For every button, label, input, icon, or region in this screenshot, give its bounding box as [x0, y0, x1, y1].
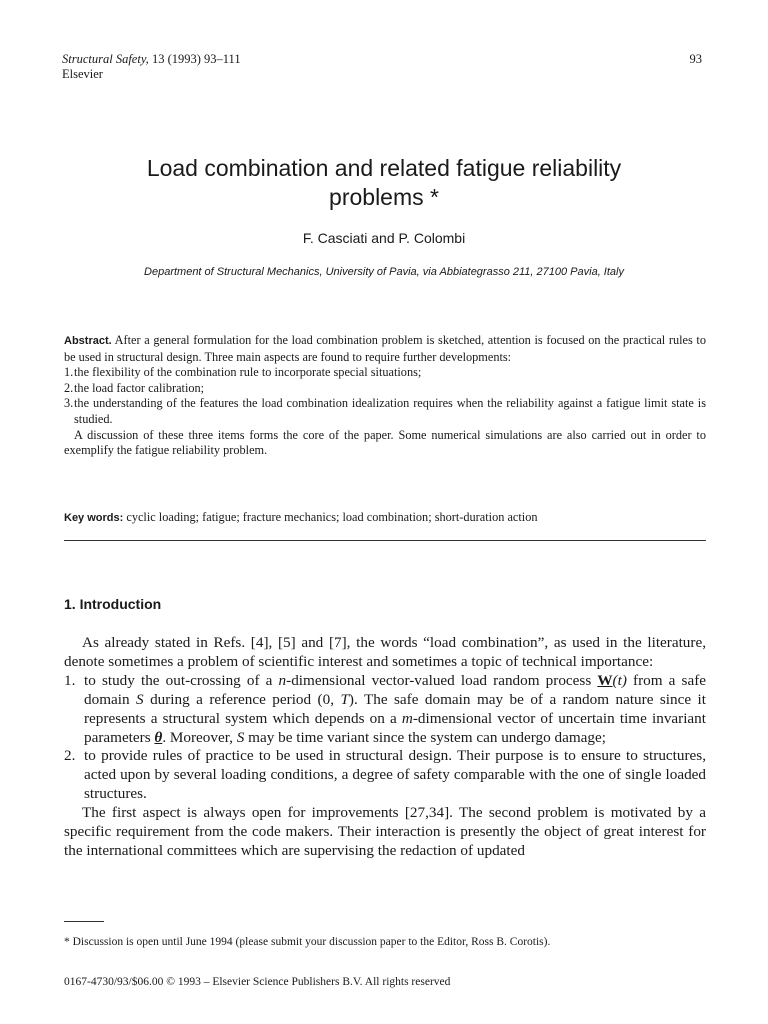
article-title — [0, 154, 768, 212]
journal-name: Structural Safety, — [62, 52, 149, 66]
list-text: the understanding of the features the load combination idealization requires when the reliability against a fatigue limit state is studied. — [74, 396, 706, 426]
affiliation: Department of Structural Mechanics, University of Pavia, via Abbiategrasso 211, 27100 Pavia, Italy — [144, 266, 624, 278]
list-number: 1. — [64, 671, 76, 689]
introduction-body — [64, 634, 706, 861]
abstract-intro: After a general formulation for the load combination problem is sketched, attention is focused on the practical rules to be used in structural design. Three main aspects are found to require further developments: — [64, 333, 706, 364]
intro-paragraph-1: As already stated in Refs. [4], [5] and [7], the words “load combination”, as used in the literature, denote sometimes a problem of scientific interest and sometimes a topic of technical importance: — [64, 634, 706, 670]
list-text: to provide rules of practice to be used in structural design. Their purpose is to ensure to structures, acted upon by several loading conditions, a degree of safety comparable with the one of single loaded structures. — [84, 747, 706, 803]
section-heading: 1. Introduction — [64, 596, 162, 612]
list-item — [64, 396, 706, 427]
intro-paragraph-2: The first aspect is always open for improvements [27,34]. The second problem is motivated by a specific requirement from the code makers. Their interaction is presently the object of great interest for the international committees which are supervising the redaction of updated — [64, 804, 706, 859]
footnote-rule — [64, 921, 104, 922]
abstract-closing: A discussion of these three items forms the core of the paper. Some numerical simulations are also carried out in order to exemplify the fatigue reliability problem. — [64, 427, 706, 458]
list-number: 2. — [64, 380, 74, 395]
list-number: 1. — [64, 365, 74, 380]
journal-ref: 13 (1993) 93–111 — [148, 52, 241, 66]
keywords-text: cyclic loading; fatigue; fracture mechanics; load combination; short-duration action — [123, 510, 538, 524]
copyright-line: 0167-4730/93/$06.00 © 1993 – Elsevier Science Publishers B.V. All rights reserved — [64, 976, 451, 988]
list-number: 3. — [64, 396, 74, 411]
list-number: 2. — [64, 747, 76, 765]
list-text: the flexibility of the combination rule to incorporate special situations; — [74, 365, 422, 380]
list-item — [64, 381, 706, 397]
page-number: 93 — [689, 52, 702, 66]
list-item — [64, 672, 706, 748]
list-text: the load factor calibration; — [74, 380, 205, 395]
keywords — [64, 510, 706, 525]
title-line-2: problems * — [329, 184, 439, 210]
journal-citation — [62, 52, 241, 82]
list-item — [64, 747, 706, 804]
footnote: * Discussion is open until June 1994 (please submit your discussion paper to the Editor, Ross B. Corotis). — [64, 936, 551, 948]
list-item — [64, 365, 706, 381]
keywords-label: Key words: — [64, 512, 124, 524]
list-text: to study the out-crossing of a n-dimensional vector-valued load random process W(t) from a safe domain S during a reference period (0, T). The safe domain may be of a random nature since it represents a structural system which depends on a m-dimensional vector of uncertain time invariant parameters θ. Moreover, S may be time variant since the system can undergo damage; — [84, 671, 706, 746]
authors: F. Casciati and P. Colombi — [302, 230, 466, 246]
section-divider — [64, 540, 706, 541]
abstract-label: Abstract. — [64, 335, 112, 347]
abstract — [64, 333, 706, 459]
title-line-1: Load combination and related fatigue reliability — [146, 155, 622, 181]
publisher: Elsevier — [62, 67, 103, 81]
